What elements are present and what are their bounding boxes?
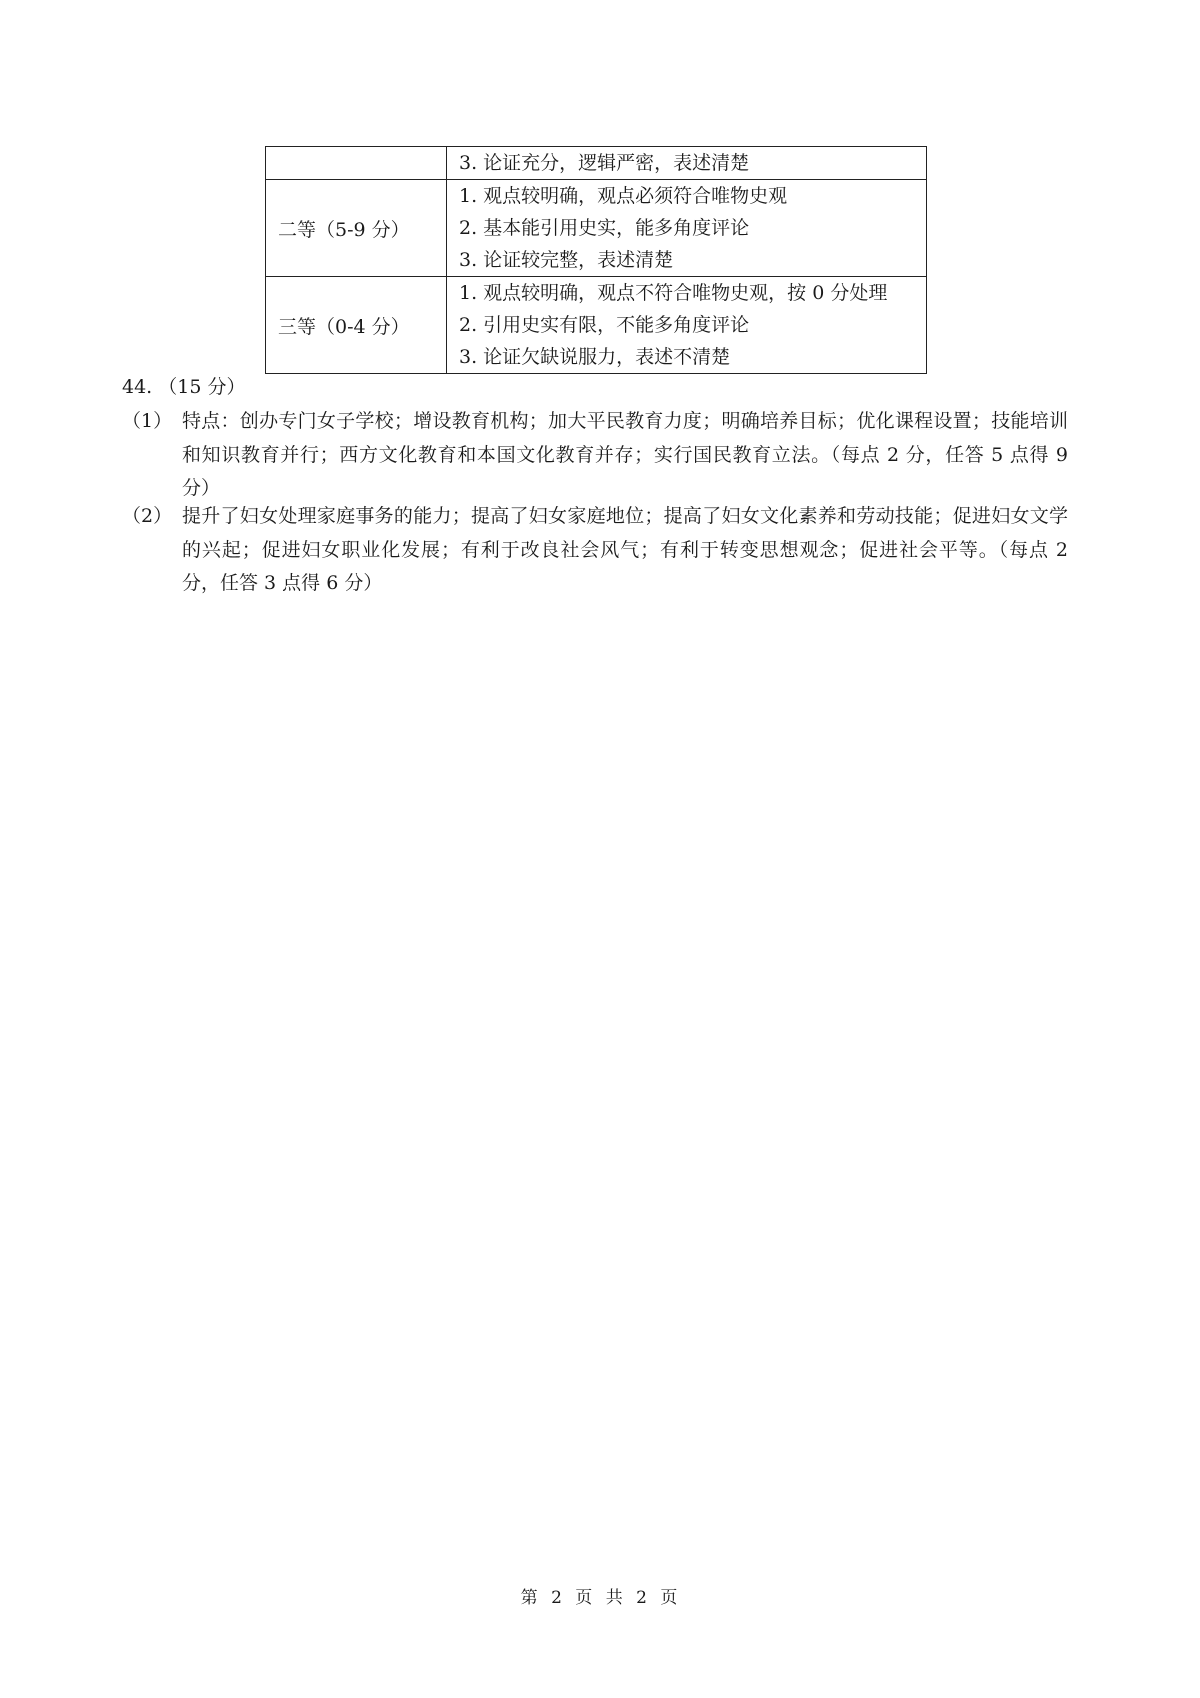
criteria-line: 2. 基本能引用史实，能多角度评论 <box>459 217 750 239</box>
question-number: 44. （15 分） <box>122 376 246 398</box>
criteria-line: 1. 观点较明确，观点不符合唯物史观，按 0 分处理 <box>459 282 888 304</box>
answer-text: 特点：创办专门女子学校；增设教育机构；加大平民教育力度；明确培养目标；优化课程设置；技能培训和知识教育并行；西方文化教育和本国文化教育并存；实行国民教育立法。（每点 2 分，任答 5 点得 9 分） <box>182 410 1068 499</box>
answer-label: （2） <box>122 505 173 527</box>
criteria-line: 3. 论证较完整，表述清楚 <box>459 249 674 271</box>
table-row <box>266 147 927 180</box>
page-footer: 第 2 页 共 2 页 <box>520 1588 680 1608</box>
criteria-line: 1. 观点较明确，观点必须符合唯物史观 <box>459 185 788 207</box>
table-row <box>266 180 927 277</box>
criteria-line: 2. 引用史实有限，不能多角度评论 <box>459 314 750 336</box>
table-row <box>266 277 927 374</box>
grade-criteria-cell <box>447 180 927 277</box>
grade-criteria-cell <box>447 147 927 180</box>
answer-label: （1） <box>122 410 173 432</box>
answer-item <box>122 500 1068 601</box>
grade-level-cell <box>266 147 447 180</box>
criteria-line: 3. 论证欠缺说服力，表述不清楚 <box>459 346 731 368</box>
grade-level-cell: 二等（5-9 分） <box>266 180 447 277</box>
grade-criteria-cell <box>447 277 927 374</box>
criteria-line: 3. 论证充分，逻辑严密，表述清楚 <box>459 152 750 174</box>
answer-item <box>122 405 1068 506</box>
answer-text: 提升了妇女处理家庭事务的能力；提高了妇女家庭地位；提高了妇女文化素养和劳动技能；促进妇女文学的兴起；促进妇女职业化发展；有利于改良社会风气；有利于转变思想观念；促进社会平等。（每点 2 分，任答 3 点得 6 分） <box>182 505 1068 594</box>
grading-table <box>265 146 927 374</box>
grade-level-cell: 三等（0-4 分） <box>266 277 447 374</box>
